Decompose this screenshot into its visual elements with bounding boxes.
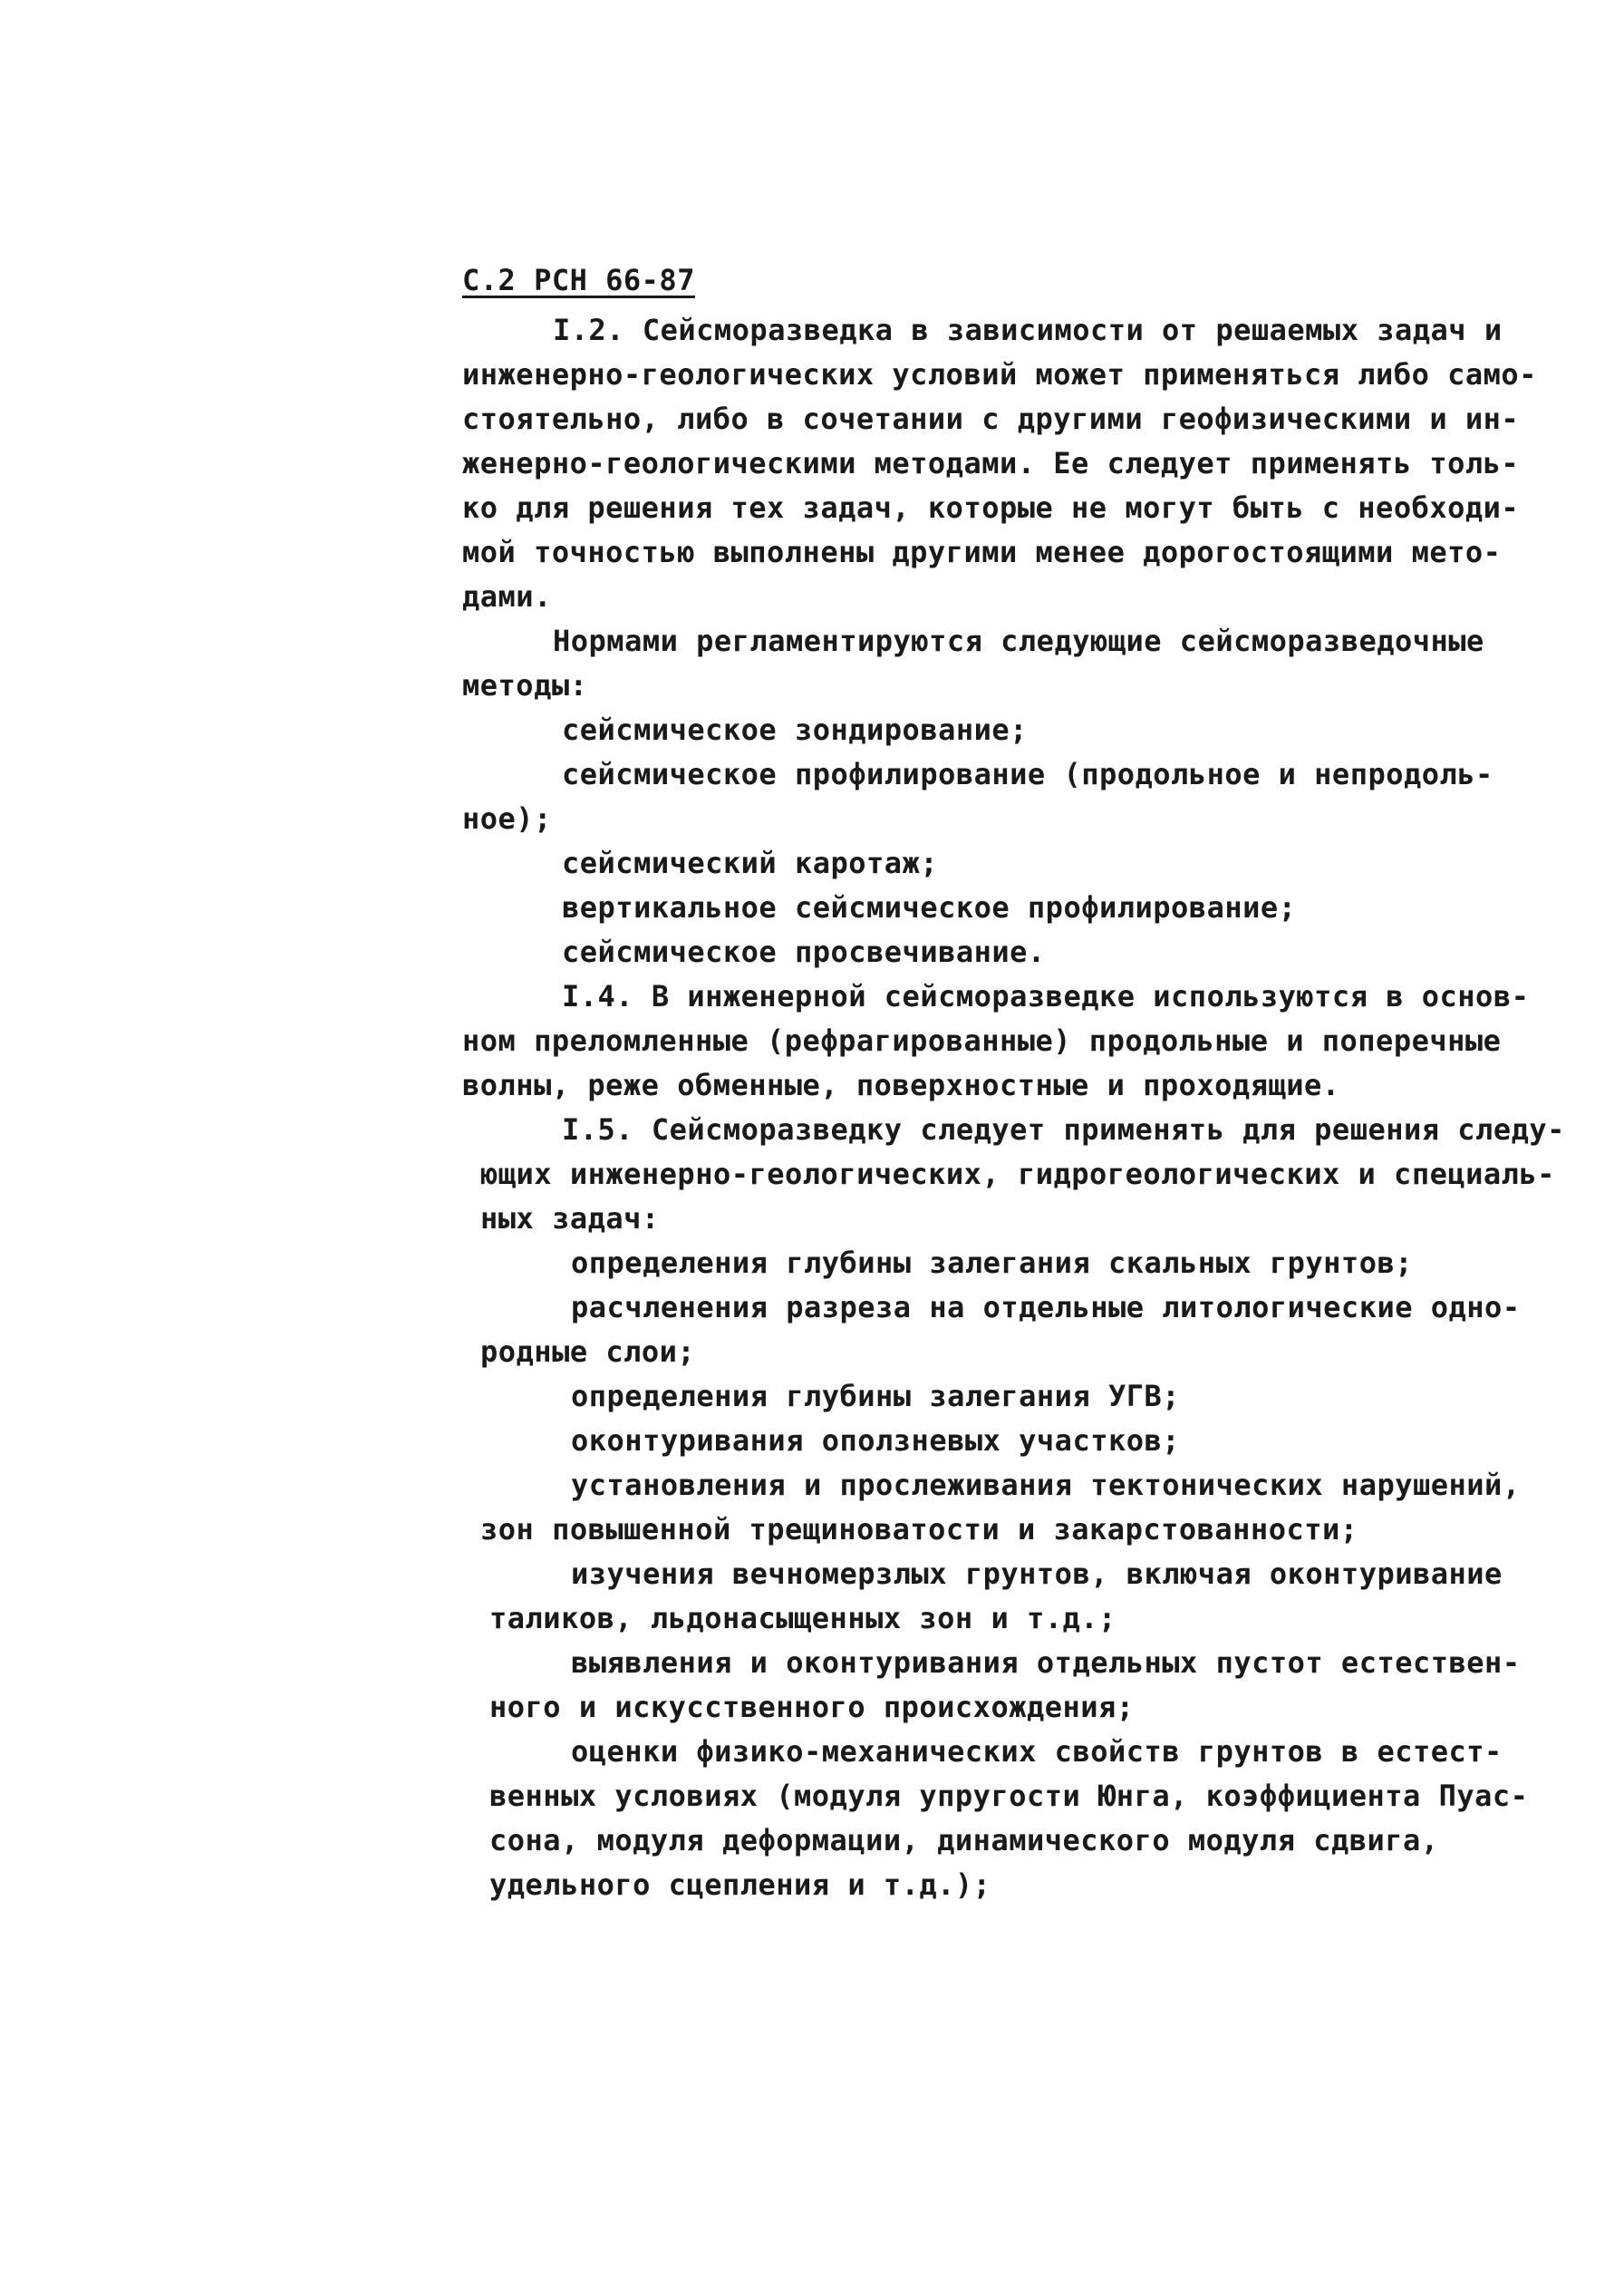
- paragraph-1-2-line-2: инженерно-геологических условий может применяться либо само-: [462, 357, 1537, 392]
- task-item-5-line-1: установления и прослеживания тектонических нарушений,: [571, 1468, 1521, 1502]
- task-item-2-line-1: расчленения разреза на отдельные литологические одно-: [571, 1290, 1521, 1324]
- task-item-8-line-3: сона, модуля деформации, динамического модуля сдвига,: [489, 1823, 1439, 1857]
- task-item-5-line-2: зон повышенной трещиноватости и закарстованности;: [480, 1512, 1358, 1547]
- task-item-1: определения глубины залегания скальных грунтов;: [571, 1246, 1413, 1280]
- task-item-7-line-2: ного и искусственного происхождения;: [489, 1690, 1135, 1724]
- paragraph-1-2-line-6: мой точностью выполнены другими менее дорогостоящими мето-: [462, 535, 1502, 569]
- paragraph-1-2-line-1: I.2. Сейсморазведка в зависимости от решаемых задач и: [553, 313, 1503, 347]
- task-item-2-line-2: родные слои;: [480, 1334, 696, 1369]
- method-item-1: сейсмическое зондирование;: [562, 713, 1028, 747]
- paragraph-1-4-line-2: ном преломленные (рефрагированные) продольные и поперечные: [462, 1023, 1502, 1058]
- task-item-6-line-1: изучения вечномерзлых грунтов, включая оконтуривание: [571, 1557, 1503, 1591]
- task-item-4: оконтуривания оползневых участков;: [571, 1423, 1181, 1458]
- paragraph-1-2-line-5: ко для решения тех задач, которые не могут быть с необходи-: [462, 490, 1520, 525]
- paragraph-1-5-line-3: ных задач:: [480, 1201, 660, 1236]
- task-item-8-line-4: удельного сцепления и т.д.);: [489, 1867, 991, 1902]
- paragraph-1-2-line-3: стоятельно, либо в сочетании с другими геофизическими и ин-: [462, 402, 1520, 436]
- task-item-8-line-1: оценки физико-механических свойств грунтов в естест-: [571, 1734, 1503, 1769]
- task-item-3: определения глубины залегания УГВ;: [571, 1379, 1181, 1413]
- paragraph-1-5-line-2: ющих инженерно-геологических, гидрогеологических и специаль-: [480, 1157, 1555, 1191]
- method-item-3: сейсмический каротаж;: [562, 846, 939, 880]
- paragraph-1-4-line-3: волны, реже обменные, поверхностные и проходящие.: [462, 1068, 1340, 1102]
- task-item-7-line-1: выявления и оконтуривания отдельных пустот естествен-: [571, 1645, 1521, 1680]
- method-item-2-line-2: ное);: [462, 801, 552, 836]
- paragraph-1-2-line-7: дами.: [462, 579, 552, 614]
- paragraph-1-5-line-1: I.5. Сейсморазведку следует применять для решения следу-: [562, 1112, 1565, 1147]
- paragraph-1-2-line-4: женерно-геологическими методами. Ее следует применять толь-: [462, 446, 1520, 480]
- task-item-8-line-2: венных условиях (модуля упругости Юнга, коэффициента Пуас-: [489, 1779, 1529, 1813]
- method-item-4: вертикальное сейсмическое профилирование;: [562, 890, 1297, 925]
- paragraph-1-4-line-1: I.4. В инженерной сейсморазведке используются в основ-: [562, 979, 1530, 1013]
- method-item-2-line-1: сейсмическое профилирование (продольное и непродоль-: [562, 757, 1494, 791]
- methods-intro-line-2: методы:: [462, 668, 588, 703]
- document-body: [462, 258, 1586, 1907]
- page-header: С.2 РСН 66-87: [462, 263, 695, 297]
- task-item-6-line-2: таликов, льдонасыщенных зон и т.д.;: [489, 1601, 1116, 1635]
- method-item-5: сейсмическое просвечивание.: [562, 935, 1046, 969]
- methods-intro-line-1: Нормами регламентируются следующие сейсморазведочные: [553, 624, 1484, 658]
